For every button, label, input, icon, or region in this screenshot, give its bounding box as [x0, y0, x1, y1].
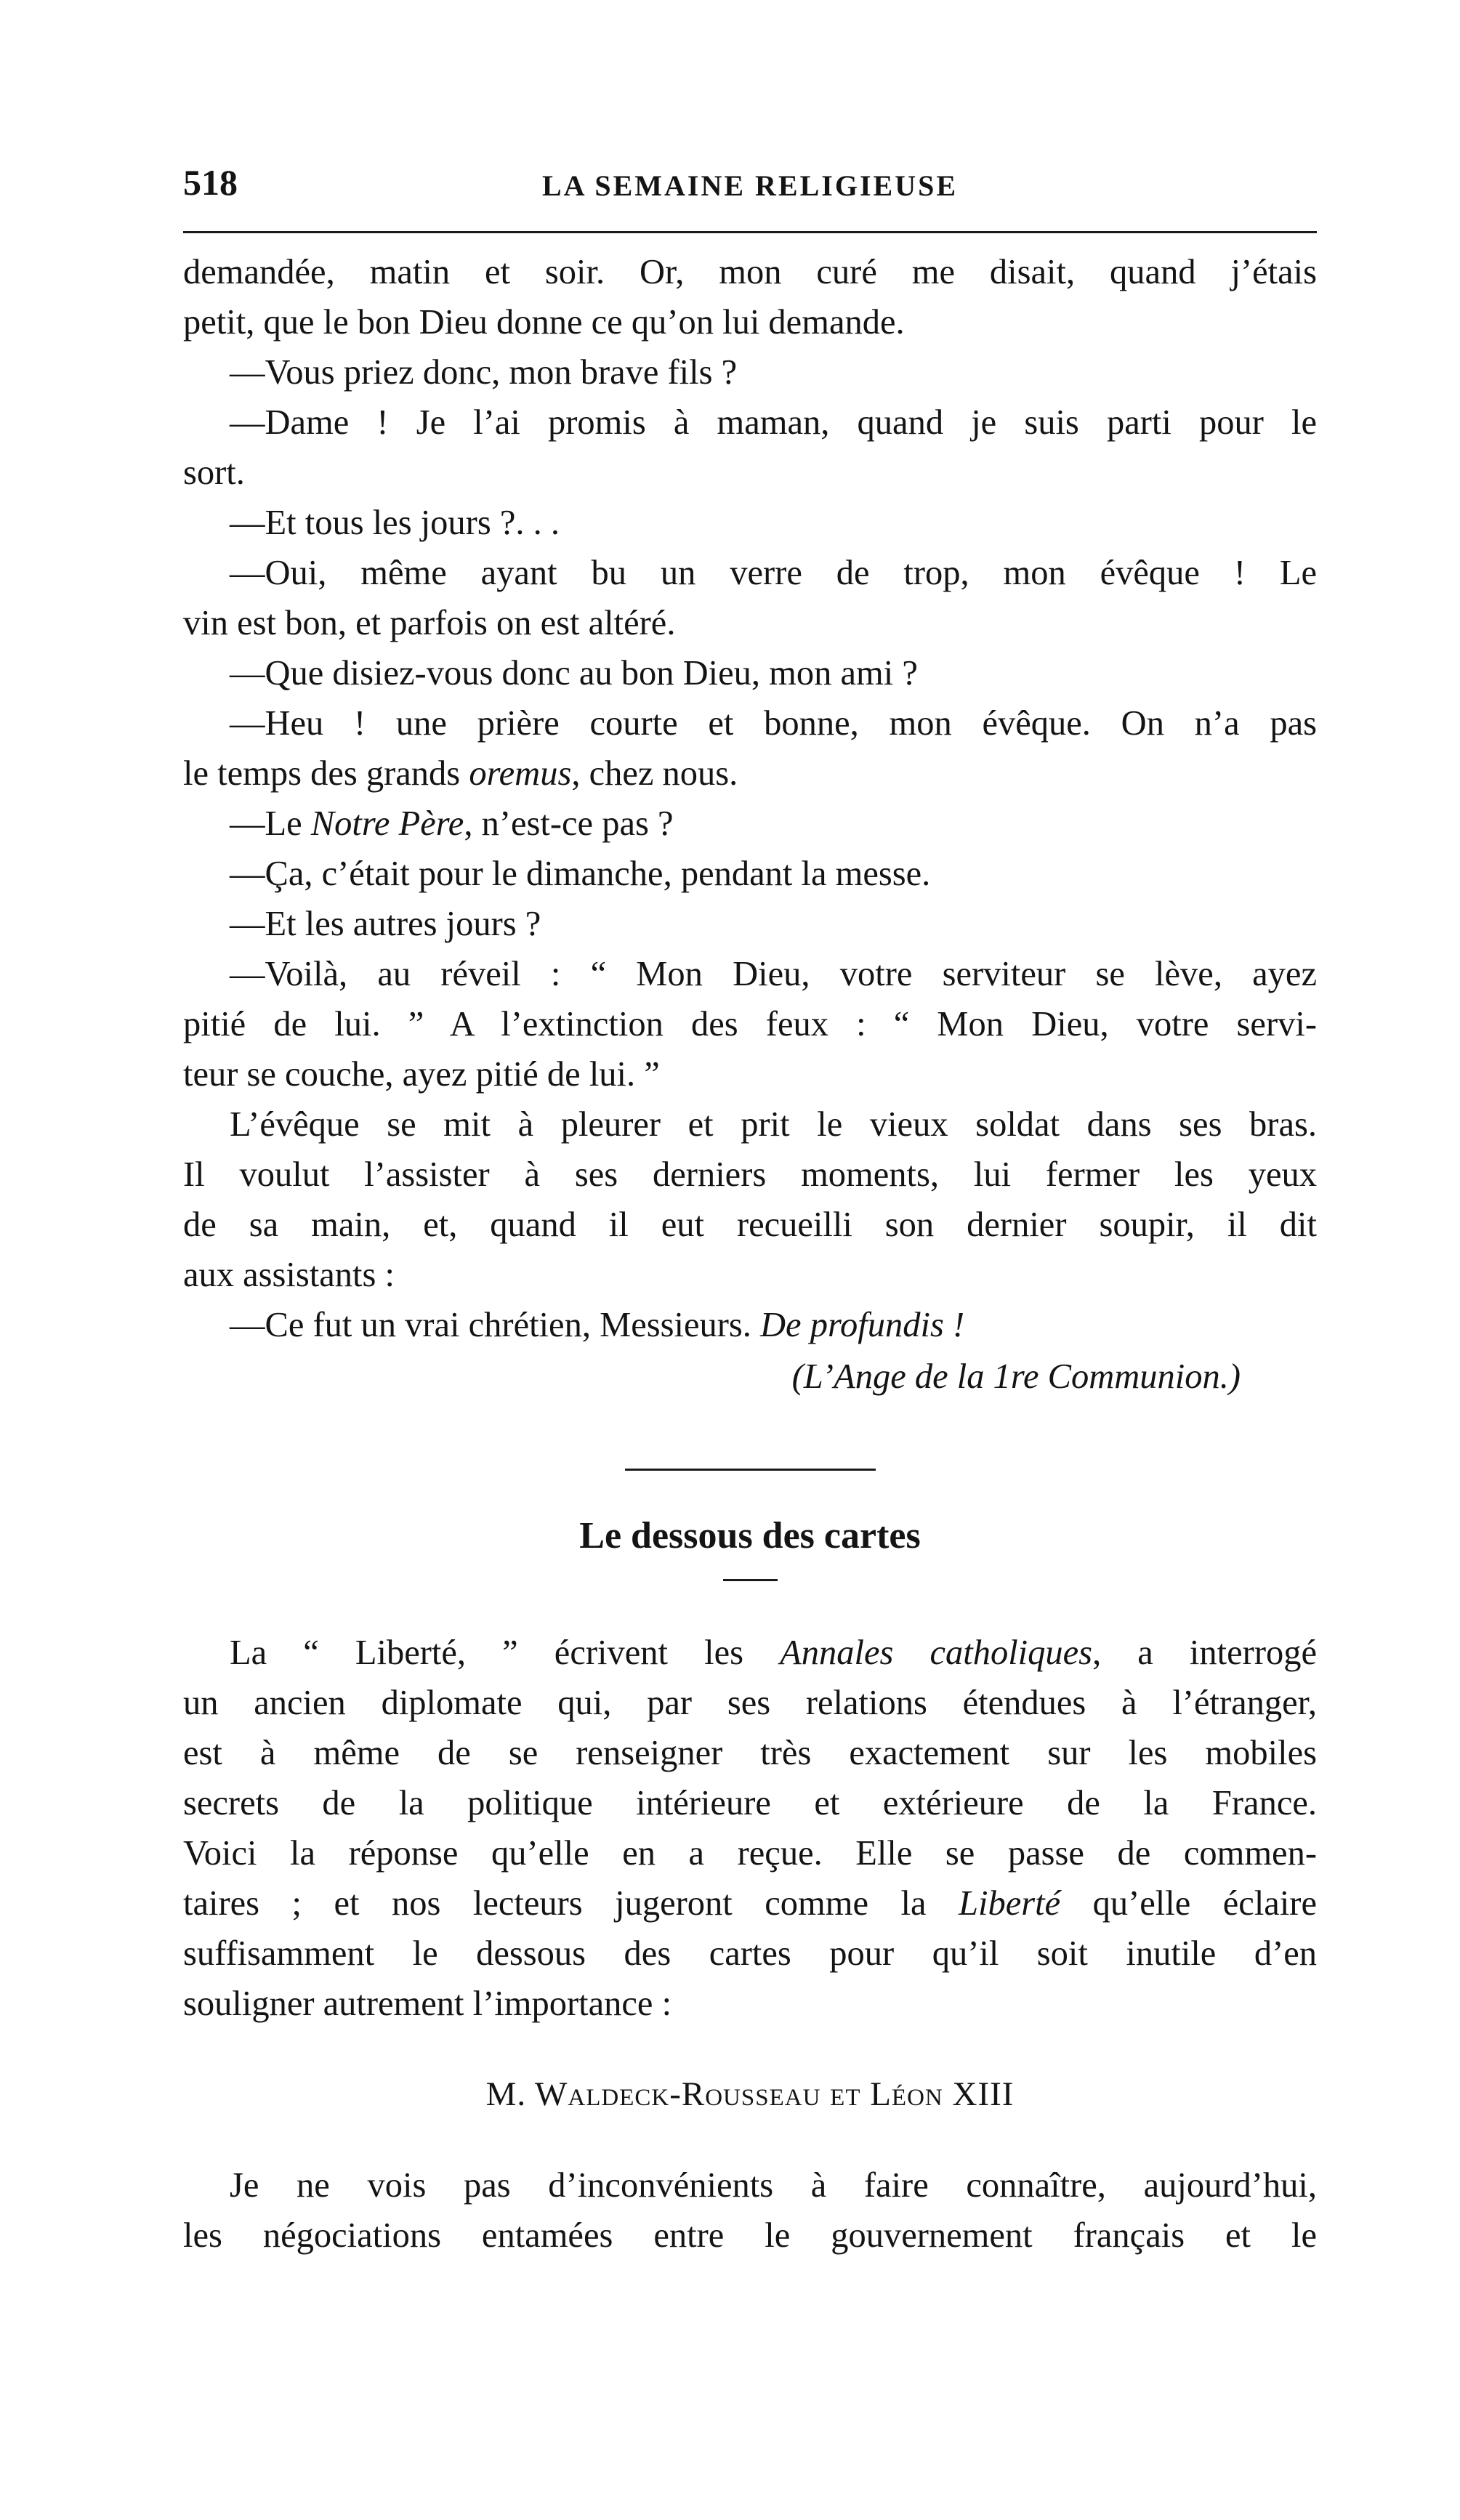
story-line: —Le Notre Père, n’est-ce pas ? — [230, 804, 674, 843]
story-line: —Que disiez-vous donc au bon Dieu, mon ami ? — [230, 654, 918, 692]
story-line: sort. — [183, 453, 245, 492]
article-subtitle: M. Waldeck-Rousseau et Léon XIII — [485, 2075, 1015, 2113]
italic-word: Annales catholiques — [780, 1633, 1093, 1672]
article-line: un ancien diplomate qui, par ses relations étendues à l’étranger, — [183, 1684, 1317, 1722]
title-dash — [723, 1579, 778, 1581]
story-line: —Ce fut un vrai chrétien, Messieurs. De profundis ! — [230, 1306, 965, 1344]
italic-word: Liberté — [959, 1884, 1061, 1923]
story-line: de sa main, et, quand il eut recueilli son dernier soupir, il dit — [183, 1206, 1317, 1244]
text-body — [183, 247, 1317, 2261]
story-line: —Vous priez donc, mon brave fils ? — [230, 353, 738, 392]
story-line: —Heu ! une prière courte et bonne, mon évêque. On n’a pas — [230, 704, 1317, 743]
story-line: —Voilà, au réveil : “ Mon Dieu, votre serviteur se lève, ayez — [230, 955, 1317, 993]
story-line: —Ça, c’était pour le dimanche, pendant la messe. — [230, 855, 931, 893]
story-line: teur se couche, ayez pitié de lui. ” — [183, 1055, 660, 1094]
story-line: —Et les autres jours ? — [230, 905, 541, 943]
article-line: secrets de la politique intérieure et extérieure de la France. — [183, 1784, 1317, 1822]
article-line: est à même de se renseigner très exactement sur les mobiles — [183, 1734, 1317, 1772]
article-line: souligner autrement l’importance : — [183, 1984, 672, 2023]
article-line: Je ne vois pas d’inconvénients à faire connaître, aujourd’hui, — [230, 2166, 1317, 2205]
story-source: (L’Ange de la 1re Communion.) — [791, 1357, 1241, 1396]
article-line: La “ Liberté, ” écrivent les Annales catholiques, a interrogé — [230, 1633, 1317, 1672]
story-line: pitié de lui. ” A l’extinction des feux : “ Mon Dieu, votre servi- — [183, 1005, 1317, 1043]
separator-rule — [625, 1469, 876, 1471]
story-line: Il voulut l’assister à ses derniers moments, lui fermer les yeux — [183, 1155, 1317, 1194]
header-rule — [183, 231, 1317, 233]
story-line: aux assistants : — [183, 1256, 395, 1294]
article-line: taires ; et nos lecteurs jugeront comme la Liberté qu’elle éclaire — [183, 1884, 1317, 1923]
italic-word: De profundis ! — [760, 1306, 965, 1344]
page-number: 518 — [183, 162, 238, 203]
story-line: L’évêque se mit à pleurer et prit le vieux soldat dans ses bras. — [230, 1105, 1317, 1144]
running-title: LA SEMAINE RELIGIEUSE — [541, 169, 959, 202]
article-line: suffisamment le dessous des cartes pour qu’il soit inutile d’en — [183, 1934, 1317, 1973]
article-line: Voici la réponse qu’elle en a reçue. Elle se passe de commen- — [183, 1834, 1317, 1873]
story-line: —Et tous les jours ?. . . — [230, 504, 560, 542]
story-line: vin est bon, et parfois on est altéré. — [183, 604, 676, 642]
story-line: —Dame ! Je l’ai promis à maman, quand je suis parti pour le — [230, 403, 1317, 442]
story-line: petit, que le bon Dieu donne ce qu’on lui demande. — [183, 303, 905, 342]
article-line: les négociations entamées entre le gouvernement français et le — [183, 2216, 1317, 2255]
story-line: le temps des grands oremus, chez nous. — [183, 754, 738, 793]
italic-word: Notre Père — [310, 804, 464, 843]
article-title: Le dessous des cartes — [579, 1515, 921, 1556]
running-head — [183, 161, 1317, 212]
story-line: —Oui, même ayant bu un verre de trop, mon évêque ! Le — [230, 554, 1317, 592]
story-line: demandée, matin et soir. Or, mon curé me disait, quand j’étais — [183, 253, 1317, 291]
italic-word: oremus — [469, 754, 572, 793]
